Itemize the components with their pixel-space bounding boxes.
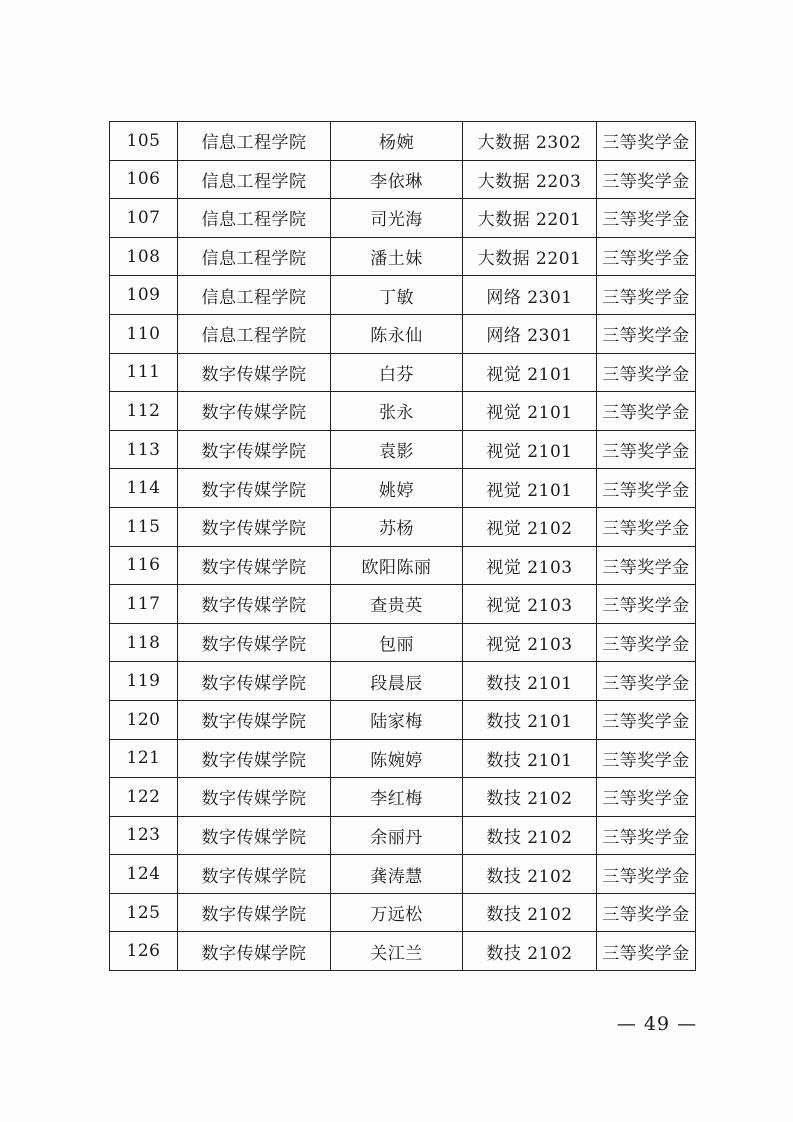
cell-class: 数技 2101 (463, 662, 597, 701)
cell-class: 大数据 2201 (463, 237, 597, 276)
cell-award: 三等奖学金 (597, 662, 696, 701)
cell-class: 大数据 2201 (463, 199, 597, 238)
cell-class: 大数据 2203 (463, 160, 597, 199)
cell-no: 108 (110, 237, 178, 276)
table-row (110, 816, 696, 855)
cell-name: 杨婉 (331, 122, 463, 161)
table-row (110, 276, 696, 315)
cell-award: 三等奖学金 (597, 585, 696, 624)
cell-name: 陆家梅 (331, 700, 463, 739)
cell-college: 信息工程学院 (178, 122, 331, 161)
cell-award: 三等奖学金 (597, 199, 696, 238)
cell-name: 龚涛慧 (331, 855, 463, 894)
cell-class: 数技 2101 (463, 700, 597, 739)
table-row (110, 585, 696, 624)
cell-name: 陈婉婷 (331, 739, 463, 778)
cell-college: 信息工程学院 (178, 314, 331, 353)
cell-class: 视觉 2102 (463, 507, 597, 546)
cell-college: 信息工程学院 (178, 276, 331, 315)
cell-no: 111 (110, 353, 178, 392)
cell-class: 视觉 2101 (463, 392, 597, 431)
cell-no: 110 (110, 314, 178, 353)
cell-no: 107 (110, 199, 178, 238)
cell-no: 120 (110, 700, 178, 739)
cell-college: 信息工程学院 (178, 160, 331, 199)
cell-name: 查贵英 (331, 585, 463, 624)
table-row (110, 353, 696, 392)
cell-no: 126 (110, 932, 178, 971)
cell-no: 124 (110, 855, 178, 894)
cell-no: 112 (110, 392, 178, 431)
cell-no: 106 (110, 160, 178, 199)
cell-no: 118 (110, 623, 178, 662)
table-row (110, 662, 696, 701)
table-row (110, 314, 696, 353)
cell-name: 张永 (331, 392, 463, 431)
cell-college: 信息工程学院 (178, 237, 331, 276)
cell-name: 苏杨 (331, 507, 463, 546)
cell-name: 陈永仙 (331, 314, 463, 353)
cell-college: 数字传媒学院 (178, 353, 331, 392)
table-row (110, 700, 696, 739)
cell-award: 三等奖学金 (597, 392, 696, 431)
cell-award: 三等奖学金 (597, 739, 696, 778)
cell-name: 李依琳 (331, 160, 463, 199)
cell-name: 丁敏 (331, 276, 463, 315)
cell-no: 125 (110, 893, 178, 932)
table-row (110, 893, 696, 932)
cell-award: 三等奖学金 (597, 122, 696, 161)
cell-class: 视觉 2103 (463, 585, 597, 624)
cell-no: 117 (110, 585, 178, 624)
table-row (110, 469, 696, 508)
cell-college: 数字传媒学院 (178, 932, 331, 971)
cell-no: 119 (110, 662, 178, 701)
cell-college: 数字传媒学院 (178, 739, 331, 778)
table-row (110, 739, 696, 778)
cell-class: 数技 2102 (463, 816, 597, 855)
cell-award: 三等奖学金 (597, 700, 696, 739)
cell-name: 关江兰 (331, 932, 463, 971)
cell-name: 司光海 (331, 199, 463, 238)
cell-college: 数字传媒学院 (178, 507, 331, 546)
cell-name: 姚婷 (331, 469, 463, 508)
cell-name: 白芬 (331, 353, 463, 392)
cell-no: 121 (110, 739, 178, 778)
table-row (110, 392, 696, 431)
cell-name: 余丽丹 (331, 816, 463, 855)
cell-college: 数字传媒学院 (178, 855, 331, 894)
cell-class: 视觉 2103 (463, 546, 597, 585)
cell-no: 114 (110, 469, 178, 508)
cell-award: 三等奖学金 (597, 469, 696, 508)
cell-college: 数字传媒学院 (178, 778, 331, 817)
cell-award: 三等奖学金 (597, 546, 696, 585)
table-row (110, 160, 696, 199)
table-row (110, 507, 696, 546)
cell-class: 网络 2301 (463, 276, 597, 315)
cell-class: 数技 2102 (463, 893, 597, 932)
cell-college: 数字传媒学院 (178, 816, 331, 855)
cell-class: 大数据 2302 (463, 122, 597, 161)
cell-class: 数技 2101 (463, 739, 597, 778)
cell-college: 数字传媒学院 (178, 546, 331, 585)
cell-name: 欧阳陈丽 (331, 546, 463, 585)
cell-class: 数技 2102 (463, 855, 597, 894)
cell-college: 数字传媒学院 (178, 623, 331, 662)
cell-name: 段晨辰 (331, 662, 463, 701)
table-body (110, 122, 696, 971)
cell-name: 李红梅 (331, 778, 463, 817)
cell-award: 三等奖学金 (597, 430, 696, 469)
cell-college: 数字传媒学院 (178, 430, 331, 469)
table-row (110, 932, 696, 971)
cell-award: 三等奖学金 (597, 855, 696, 894)
cell-class: 视觉 2101 (463, 430, 597, 469)
cell-class: 视觉 2101 (463, 353, 597, 392)
cell-award: 三等奖学金 (597, 314, 696, 353)
cell-award: 三等奖学金 (597, 507, 696, 546)
cell-college: 信息工程学院 (178, 199, 331, 238)
cell-award: 三等奖学金 (597, 816, 696, 855)
cell-name: 潘土妹 (331, 237, 463, 276)
cell-no: 116 (110, 546, 178, 585)
scholarship-table (109, 121, 696, 971)
page-number: — 49 — (616, 1013, 698, 1035)
cell-no: 109 (110, 276, 178, 315)
cell-no: 105 (110, 122, 178, 161)
cell-award: 三等奖学金 (597, 623, 696, 662)
cell-award: 三等奖学金 (597, 237, 696, 276)
cell-class: 数技 2102 (463, 778, 597, 817)
table-row (110, 237, 696, 276)
cell-no: 113 (110, 430, 178, 469)
cell-no: 123 (110, 816, 178, 855)
cell-award: 三等奖学金 (597, 276, 696, 315)
cell-class: 视觉 2103 (463, 623, 597, 662)
table-row (110, 199, 696, 238)
table-row (110, 122, 696, 161)
cell-no: 122 (110, 778, 178, 817)
table-row (110, 855, 696, 894)
cell-college: 数字传媒学院 (178, 662, 331, 701)
cell-no: 115 (110, 507, 178, 546)
cell-name: 袁影 (331, 430, 463, 469)
table-row (110, 430, 696, 469)
cell-award: 三等奖学金 (597, 160, 696, 199)
cell-college: 数字传媒学院 (178, 893, 331, 932)
cell-class: 视觉 2101 (463, 469, 597, 508)
cell-name: 万远松 (331, 893, 463, 932)
cell-award: 三等奖学金 (597, 778, 696, 817)
cell-class: 网络 2301 (463, 314, 597, 353)
cell-college: 数字传媒学院 (178, 700, 331, 739)
cell-award: 三等奖学金 (597, 353, 696, 392)
cell-college: 数字传媒学院 (178, 469, 331, 508)
table-row (110, 778, 696, 817)
cell-award: 三等奖学金 (597, 932, 696, 971)
cell-college: 数字传媒学院 (178, 392, 331, 431)
table-row (110, 546, 696, 585)
cell-class: 数技 2102 (463, 932, 597, 971)
cell-college: 数字传媒学院 (178, 585, 331, 624)
table-row (110, 623, 696, 662)
cell-name: 包丽 (331, 623, 463, 662)
cell-award: 三等奖学金 (597, 893, 696, 932)
